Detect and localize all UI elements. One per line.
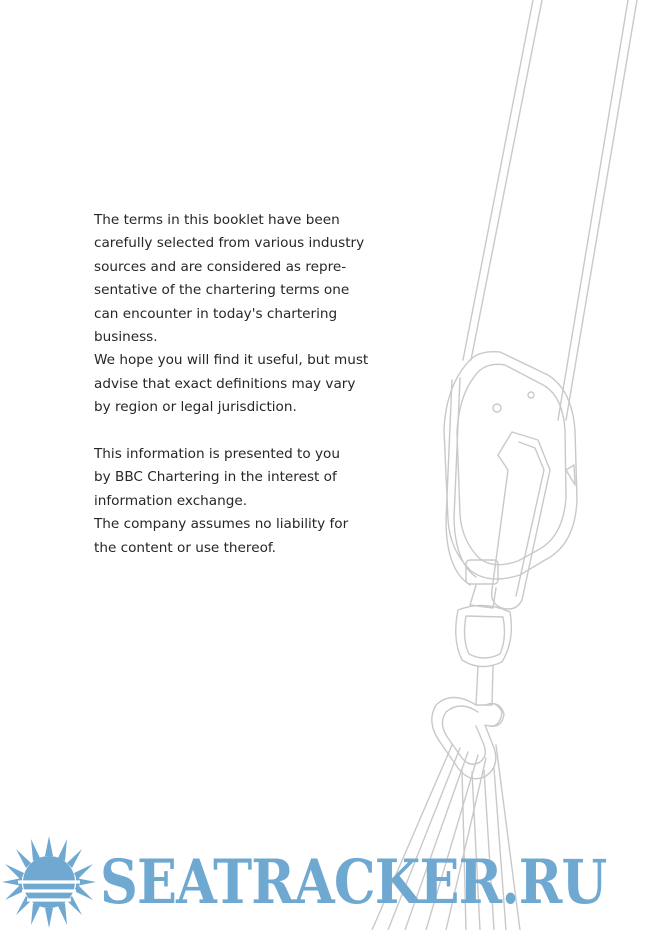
text-line: by BBC Chartering in the interest of <box>94 469 337 486</box>
text-line: sources and are considered as repre- <box>94 258 347 275</box>
text-line: business. <box>94 329 158 346</box>
paragraph-gap <box>94 420 394 443</box>
text-line: The terms in this booklet have been <box>94 212 340 228</box>
text-line: advise that exact definitions may vary <box>94 375 356 392</box>
text-line: information exchange. <box>94 492 248 509</box>
text-line: by region or legal jurisdiction. <box>94 399 297 416</box>
text-line: can encounter in today's chartering <box>94 305 338 322</box>
disclaimer-text <box>94 209 394 560</box>
text-line: the content or use thereof. <box>94 539 277 556</box>
text-line: The company assumes no liability for <box>94 516 349 533</box>
text-line: We hope you will find it useful, but must <box>94 352 369 369</box>
watermark-text: SEATRACKER.RU <box>100 847 607 918</box>
text-line: carefully selected from various industry <box>94 235 365 252</box>
sun-icon <box>0 834 98 930</box>
text-line: sentative of the chartering terms one <box>94 282 350 299</box>
text-line: This information is presented to you <box>94 446 340 463</box>
